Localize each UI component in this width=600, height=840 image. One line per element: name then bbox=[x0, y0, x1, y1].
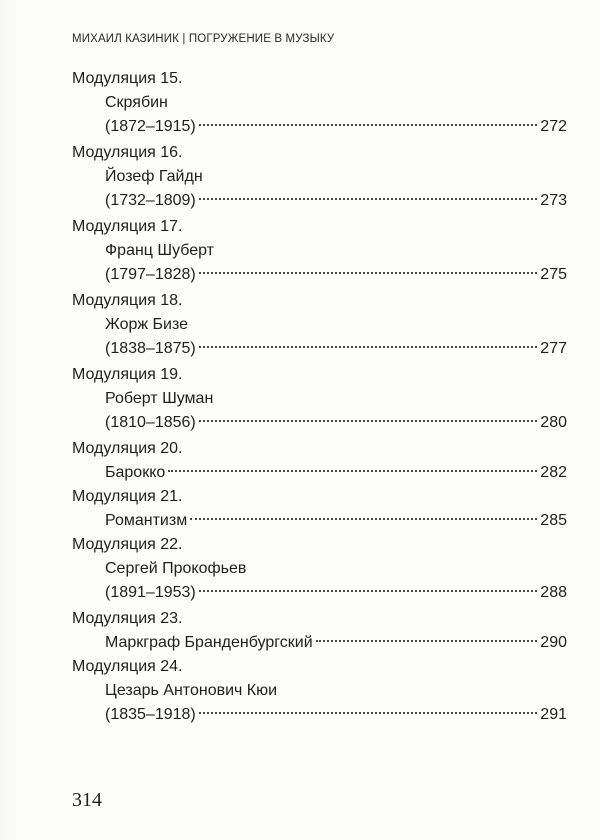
toc-leader-text: (1891–1953) bbox=[105, 584, 196, 601]
toc-leader-line bbox=[105, 411, 567, 435]
page-number: 272 bbox=[540, 118, 567, 135]
toc-entry bbox=[72, 67, 567, 141]
toc-entry bbox=[72, 607, 567, 655]
toc-heading: Модуляция 15. bbox=[72, 70, 183, 87]
toc-leader-text: (1872–1915) bbox=[105, 118, 196, 135]
toc-heading: Модуляция 18. bbox=[72, 292, 183, 309]
page-number: 280 bbox=[540, 414, 567, 431]
toc-subline: Франц Шуберт bbox=[105, 242, 215, 259]
toc-leader-text: Маркграф Бранденбургский bbox=[105, 634, 313, 651]
toc-entry bbox=[72, 289, 567, 363]
toc-subline: Цезарь Антонович Кюи bbox=[105, 682, 278, 699]
toc-heading: Модуляция 22. bbox=[72, 536, 183, 553]
toc-entry bbox=[72, 533, 567, 607]
running-head: МИХАИЛ КАЗИНИК | ПОГРУЖЕНИЕ В МУЗЫКУ bbox=[72, 33, 335, 45]
dot-leader bbox=[199, 712, 538, 714]
toc-entry bbox=[72, 655, 567, 729]
table-of-contents bbox=[72, 67, 567, 729]
toc-leader-line bbox=[105, 581, 567, 605]
toc-leader-text: Барокко bbox=[105, 464, 166, 481]
page-number: 273 bbox=[540, 192, 567, 209]
toc-heading: Модуляция 17. bbox=[72, 218, 183, 235]
page-number: 285 bbox=[540, 512, 567, 529]
toc-subline: Роберт Шуман bbox=[105, 390, 214, 407]
dot-leader bbox=[199, 272, 538, 274]
dot-leader bbox=[168, 470, 537, 472]
page-number: 277 bbox=[540, 340, 567, 357]
page-number: 288 bbox=[540, 584, 567, 601]
toc-leader-line bbox=[105, 189, 567, 213]
toc-heading: Модуляция 24. bbox=[72, 658, 183, 675]
toc-leader-line bbox=[105, 263, 567, 287]
dot-leader bbox=[199, 590, 538, 592]
toc-leader-text: (1797–1828) bbox=[105, 266, 196, 283]
toc-leader-line bbox=[105, 337, 567, 361]
page-folio: 314 bbox=[72, 789, 102, 811]
toc-leader-line bbox=[105, 703, 567, 727]
page-number: 291 bbox=[540, 706, 567, 723]
toc-entry bbox=[72, 141, 567, 215]
toc-subline: Жорж Бизе bbox=[105, 316, 189, 333]
toc-entry bbox=[72, 363, 567, 437]
toc-leader-line bbox=[105, 509, 567, 533]
toc-heading: Модуляция 16. bbox=[72, 144, 183, 161]
toc-subline: Скрябин bbox=[105, 94, 168, 111]
dot-leader bbox=[199, 420, 538, 422]
toc-leader-text: (1732–1809) bbox=[105, 192, 196, 209]
page-number: 275 bbox=[540, 266, 567, 283]
toc-heading: Модуляция 23. bbox=[72, 610, 183, 627]
dot-leader bbox=[316, 640, 538, 642]
dot-leader bbox=[199, 346, 538, 348]
toc-heading: Модуляция 19. bbox=[72, 366, 183, 383]
toc-subline: Сергей Прокофьев bbox=[105, 560, 247, 577]
toc-leader-line bbox=[105, 461, 567, 485]
toc-leader-text: (1810–1856) bbox=[105, 414, 196, 431]
dot-leader bbox=[199, 198, 538, 200]
toc-subline: Йозеф Гайдн bbox=[105, 168, 203, 185]
toc-leader-text: (1835–1918) bbox=[105, 706, 196, 723]
dot-leader bbox=[190, 518, 537, 520]
toc-entry bbox=[72, 215, 567, 289]
toc-leader-text: Романтизм bbox=[105, 512, 188, 529]
toc-leader-text: (1838–1875) bbox=[105, 340, 196, 357]
page-number: 290 bbox=[540, 634, 567, 651]
page-number: 282 bbox=[540, 464, 567, 481]
toc-entry bbox=[72, 485, 567, 533]
toc-heading: Модуляция 20. bbox=[72, 440, 183, 457]
toc-leader-line bbox=[105, 115, 567, 139]
toc-entry bbox=[72, 437, 567, 485]
toc-leader-line bbox=[105, 631, 567, 655]
dot-leader bbox=[199, 124, 538, 126]
toc-heading: Модуляция 21. bbox=[72, 488, 183, 505]
